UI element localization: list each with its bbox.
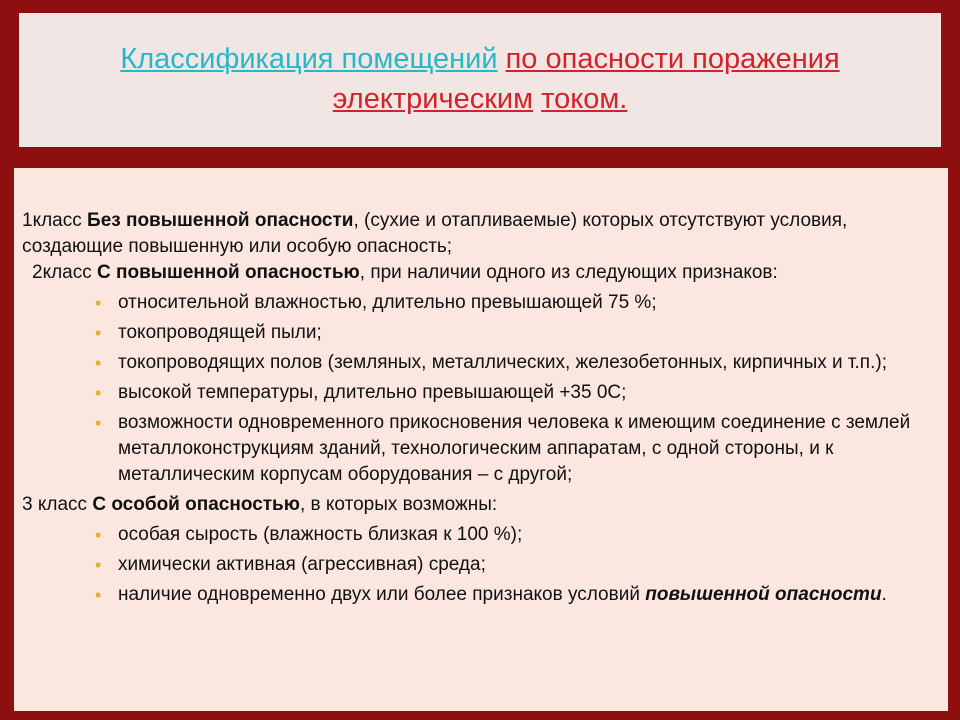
class1-desc: , (сухие и отапливаемые) которых отсутствуют условия, создающие повышенную или особую опасность; xyxy=(22,210,848,257)
content-panel xyxy=(14,168,948,711)
list-item: • химически активная (агрессивная) среда; xyxy=(118,552,942,578)
bullet-icon: • xyxy=(95,383,102,403)
content-body xyxy=(22,208,942,612)
class1-paragraph xyxy=(22,208,942,260)
list-item: • особая сырость (влажность близкая к 100 %); xyxy=(118,522,942,548)
title-link-classification[interactable]: Классификация помещений xyxy=(120,43,498,75)
list-item: • высокой температуры, длительно превышающей +35 0С; xyxy=(118,380,942,406)
class3-list xyxy=(22,522,942,608)
class2-list xyxy=(22,290,942,488)
class3-name: С особой опасностью xyxy=(92,494,300,515)
bullet-icon: • xyxy=(95,323,102,343)
list-item: • относительной влажностью, длительно превышающей 75 %; xyxy=(118,290,942,316)
list-item: • возможности одновременного прикосновения человека к имеющим соединение с землей металлоконструкциям зданий, технологическим аппаратам, с одной стороны, и к металлическим корпусам оборудования – с другой; xyxy=(95,412,911,485)
class2-prefix: 2класс xyxy=(32,262,98,283)
class3-desc: , в которых возможны: xyxy=(299,494,498,515)
title-current: током. xyxy=(541,83,628,115)
bullet-icon: • xyxy=(95,413,102,433)
list-item: • токопроводящей пыли; xyxy=(118,320,942,346)
class3-prefix: 3 класс xyxy=(22,494,93,515)
title-danger: по опасности поражения xyxy=(505,43,840,75)
bullet-icon: • xyxy=(95,555,102,575)
slide-title xyxy=(19,39,941,119)
class1-prefix: 1класс xyxy=(22,210,88,231)
class1-name: Без повышенной опасности xyxy=(87,210,354,231)
bullet-icon: • xyxy=(95,525,102,545)
list-item: • наличие одновременно двух или более признаков условий повышенной опасности. xyxy=(118,582,942,608)
class2-desc: , при наличии одного из следующих признаков: xyxy=(359,262,778,283)
bullet-icon: • xyxy=(95,585,102,605)
bullet-icon: • xyxy=(95,353,102,373)
class2-paragraph xyxy=(22,260,942,286)
title-panel xyxy=(19,13,941,147)
class3-paragraph xyxy=(22,492,942,518)
list-item: • токопроводящих полов (земляных, металлических, железобетонных, кирпичных и т.п.); xyxy=(118,350,942,376)
emphasis-text: повышенной опасности xyxy=(645,584,882,605)
title-electric: электрическим xyxy=(332,83,534,115)
bullet-icon: • xyxy=(95,293,102,313)
class2-name: С повышенной опасностью xyxy=(97,262,360,283)
